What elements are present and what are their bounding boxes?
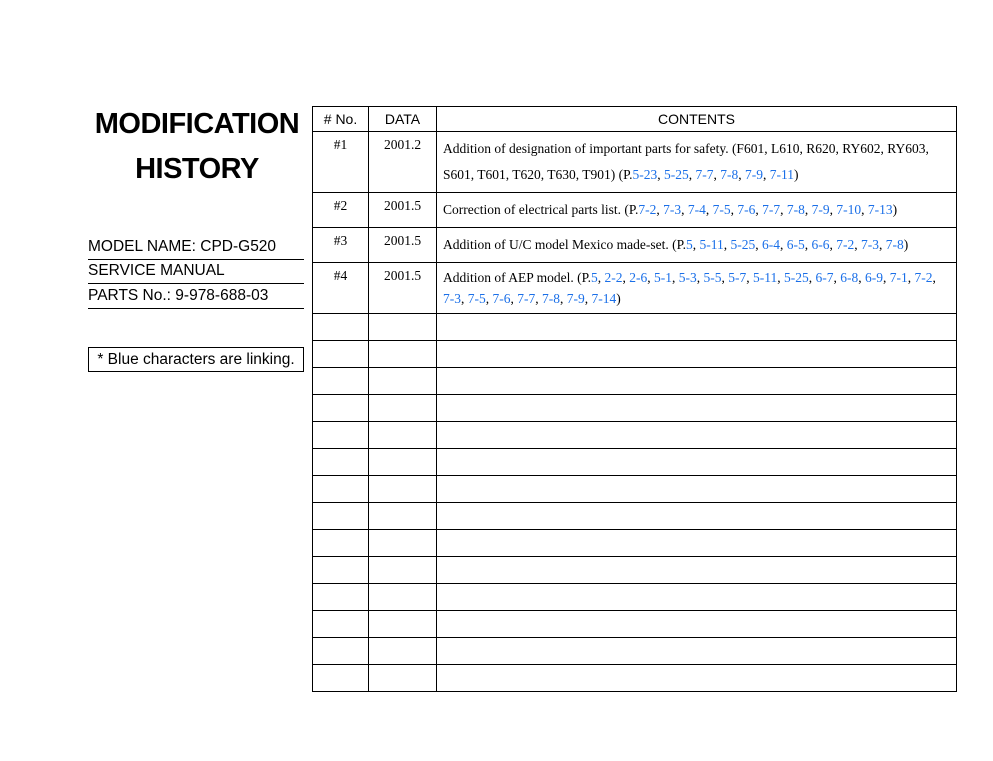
empty-cell xyxy=(313,611,369,638)
link-note: * Blue characters are linking. xyxy=(88,347,304,372)
page-link[interactable]: 5 xyxy=(591,270,598,285)
contents-close: ) xyxy=(892,202,898,217)
empty-cell xyxy=(369,611,437,638)
row-number: #1 xyxy=(313,132,369,193)
empty-cell xyxy=(437,476,957,503)
contents-text: Addition of designation of important parts for safety. (F601, L610, R620, RY602, RY603, S601, T601, T620, T630, T901) (P. xyxy=(443,141,929,182)
page-link[interactable]: 5-1 xyxy=(654,270,673,285)
page-link[interactable]: 7-8 xyxy=(885,237,904,252)
page-link[interactable]: 5-11 xyxy=(753,270,778,285)
contents-text: Addition of U/C model Mexico made-set. (P. xyxy=(443,237,686,252)
page-link[interactable]: 6-8 xyxy=(840,270,859,285)
empty-cell xyxy=(313,314,369,341)
empty-cell xyxy=(313,665,369,692)
page-link[interactable]: 7-6 xyxy=(492,291,511,306)
row-number: #4 xyxy=(313,263,369,314)
empty-row xyxy=(313,584,957,611)
empty-cell xyxy=(369,530,437,557)
page-link[interactable]: 6-4 xyxy=(761,237,780,252)
empty-cell xyxy=(437,665,957,692)
page-link[interactable]: 7-10 xyxy=(836,202,862,217)
header-data: DATA xyxy=(369,107,437,132)
empty-row xyxy=(313,422,957,449)
page-link[interactable]: 5-25 xyxy=(664,167,689,182)
empty-cell xyxy=(313,341,369,368)
page-link[interactable]: 7-9 xyxy=(566,291,585,306)
empty-cell xyxy=(437,611,957,638)
table-body xyxy=(313,132,957,692)
page-link[interactable]: 7-3 xyxy=(663,202,682,217)
page-link[interactable]: 5-25 xyxy=(730,237,756,252)
empty-cell xyxy=(313,503,369,530)
empty-cell xyxy=(437,557,957,584)
page-link[interactable]: 2-6 xyxy=(629,270,648,285)
empty-cell xyxy=(313,476,369,503)
empty-cell xyxy=(369,557,437,584)
empty-cell xyxy=(369,314,437,341)
table-row xyxy=(313,263,957,314)
page-link[interactable]: 7-7 xyxy=(695,167,714,182)
page-link[interactable]: 5-25 xyxy=(784,270,809,285)
empty-cell xyxy=(313,368,369,395)
empty-cell xyxy=(369,503,437,530)
empty-cell xyxy=(437,395,957,422)
empty-cell xyxy=(437,314,957,341)
page-link[interactable]: 7-2 xyxy=(638,202,657,217)
page-link[interactable]: 7-1 xyxy=(889,270,908,285)
service-manual-label: SERVICE MANUAL xyxy=(88,259,304,284)
empty-cell xyxy=(437,530,957,557)
parts-number: PARTS No.: 9-978-688-03 xyxy=(88,284,304,309)
empty-cell xyxy=(313,557,369,584)
table-row xyxy=(313,228,957,263)
page-link[interactable]: 7-5 xyxy=(712,202,731,217)
page-link[interactable]: 7-7 xyxy=(762,202,781,217)
empty-cell xyxy=(437,503,957,530)
page-link[interactable]: 5-23 xyxy=(632,167,658,182)
contents-close: ) xyxy=(903,237,909,252)
row-contents: Addition of AEP model. (P.5, 2-2, 2-6, 5-1, 5-3, 5-5, 5-7, 5-11, 5-25, 6-7, 6-8, 6-9, 7-1, 7-2, 7-3, 7-5, 7-6, 7-7, 7-8, 7-9, 7-14) xyxy=(437,263,957,314)
page-title-line2: HISTORY xyxy=(135,153,259,185)
table-header xyxy=(313,107,957,132)
empty-cell xyxy=(369,449,437,476)
empty-cell xyxy=(313,530,369,557)
page-link[interactable]: 7-3 xyxy=(860,237,879,252)
page-link[interactable]: 7-13 xyxy=(867,202,893,217)
row-date: 2001.5 xyxy=(369,228,437,263)
empty-cell xyxy=(369,422,437,449)
table-row xyxy=(313,193,957,228)
page-title-line1: MODIFICATION xyxy=(94,108,300,140)
page-link[interactable]: 7-2 xyxy=(914,270,933,285)
page-link[interactable]: 5-5 xyxy=(703,270,722,285)
row-date: 2001.2 xyxy=(369,132,437,193)
page-link[interactable]: 7-3 xyxy=(443,291,461,306)
page-link[interactable]: 7-2 xyxy=(836,237,855,252)
empty-row xyxy=(313,503,957,530)
page-link[interactable]: 6-5 xyxy=(786,237,805,252)
page-link[interactable]: 5-11 xyxy=(699,237,724,252)
model-name: MODEL NAME: CPD-G520 xyxy=(88,235,304,260)
page-link[interactable]: 7-8 xyxy=(786,202,805,217)
page-link[interactable]: 5-7 xyxy=(728,270,747,285)
page-link[interactable]: 7-6 xyxy=(737,202,756,217)
empty-cell xyxy=(313,584,369,611)
row-date: 2001.5 xyxy=(369,263,437,314)
empty-row xyxy=(313,314,957,341)
empty-cell xyxy=(437,341,957,368)
empty-row xyxy=(313,476,957,503)
table-row xyxy=(313,132,957,193)
page-link[interactable]: 7-4 xyxy=(687,202,706,217)
contents-close: ) xyxy=(794,167,799,182)
empty-cell xyxy=(369,395,437,422)
empty-cell xyxy=(313,395,369,422)
header-no: # No. xyxy=(313,107,369,132)
empty-row xyxy=(313,530,957,557)
empty-row xyxy=(313,395,957,422)
page-link[interactable]: 7-9 xyxy=(811,202,830,217)
empty-cell xyxy=(437,368,957,395)
empty-cell xyxy=(313,449,369,476)
page-link[interactable]: 7-14 xyxy=(591,291,617,306)
page-link[interactable]: 6-7 xyxy=(815,270,834,285)
header-contents: CONTENTS xyxy=(437,107,957,132)
page-link[interactable]: 7-7 xyxy=(517,291,536,306)
page-link[interactable]: 7-11 xyxy=(769,167,795,182)
empty-cell xyxy=(369,476,437,503)
row-contents: Addition of designation of important parts for safety. (F601, L610, R620, RY602, RY603, S601, T601, T620, T630, T901) (P.5-23, 5-25, 7-7, 7-8, 7-9, 7-11) xyxy=(437,132,957,193)
page-link[interactable]: 6-9 xyxy=(865,270,884,285)
empty-cell xyxy=(437,422,957,449)
empty-cell xyxy=(437,584,957,611)
empty-row xyxy=(313,665,957,692)
row-number: #2 xyxy=(313,193,369,228)
empty-cell xyxy=(369,368,437,395)
contents-text: Correction of electrical parts list. (P. xyxy=(443,202,639,217)
page-link[interactable]: 7-5 xyxy=(467,291,486,306)
empty-cell xyxy=(437,638,957,665)
contents-text: Addition of AEP model. (P. xyxy=(443,270,592,285)
page-link[interactable]: 7-8 xyxy=(542,291,560,306)
empty-row xyxy=(313,449,957,476)
row-number: #3 xyxy=(313,228,369,263)
contents-close: ) xyxy=(616,291,621,306)
empty-cell xyxy=(369,665,437,692)
modification-table xyxy=(312,106,957,692)
row-contents: Correction of electrical parts list. (P.7-2, 7-3, 7-4, 7-5, 7-6, 7-7, 7-8, 7-9, 7-10, 7-13) xyxy=(437,193,957,228)
empty-cell xyxy=(369,638,437,665)
page-link[interactable]: 5-3 xyxy=(678,270,697,285)
page-link[interactable]: 6-6 xyxy=(811,237,830,252)
page-link[interactable]: 7-9 xyxy=(745,167,764,182)
page-link[interactable]: 5 xyxy=(685,237,693,252)
empty-cell xyxy=(313,638,369,665)
empty-row xyxy=(313,341,957,368)
empty-row xyxy=(313,611,957,638)
page-link[interactable]: 7-8 xyxy=(720,167,739,182)
empty-cell xyxy=(369,584,437,611)
empty-cell xyxy=(369,341,437,368)
row-date: 2001.5 xyxy=(369,193,437,228)
empty-cell xyxy=(313,422,369,449)
empty-row xyxy=(313,638,957,665)
empty-cell xyxy=(437,449,957,476)
row-contents: Addition of U/C model Mexico made-set. (P.5, 5-11, 5-25, 6-4, 6-5, 6-6, 7-2, 7-3, 7-8) xyxy=(437,228,957,263)
page-link[interactable]: 2-2 xyxy=(604,270,623,285)
empty-row xyxy=(313,557,957,584)
empty-row xyxy=(313,368,957,395)
